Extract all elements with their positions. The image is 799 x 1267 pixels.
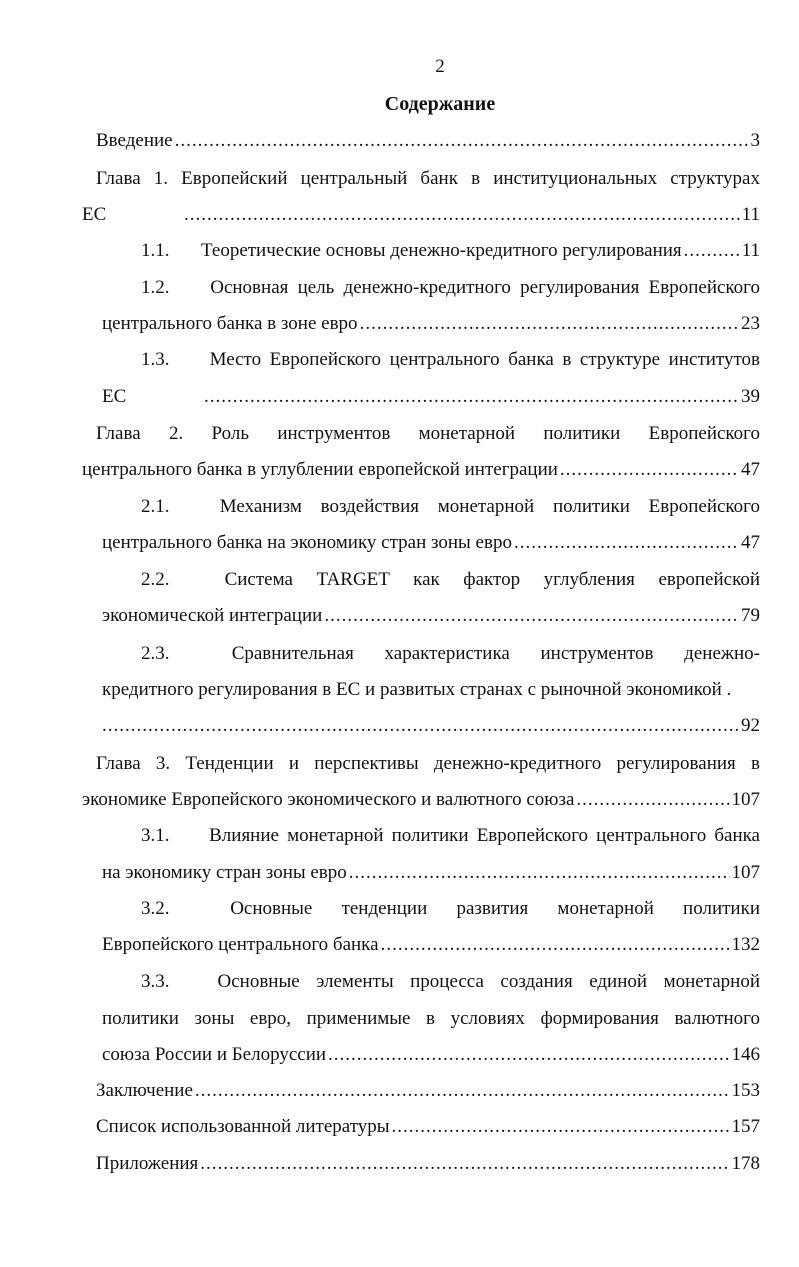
toc-section-3-2-line1 <box>141 896 760 922</box>
entry-page: 39 <box>741 386 760 407</box>
toc-section-1-2-line1 <box>141 275 760 301</box>
dot-leader <box>175 128 749 154</box>
section-title: Место Европейского центрального банка в структуре институтов <box>209 349 760 370</box>
toc-entry-appendices <box>96 1151 760 1177</box>
dot-leader <box>349 860 730 886</box>
toc-section-2-3-line3 <box>102 713 760 739</box>
chapter-number: Глава 1. <box>96 168 169 189</box>
toc-entry-references <box>96 1114 760 1140</box>
section-number: 1.1. <box>141 240 170 261</box>
entry-label: Заключение <box>96 1080 193 1101</box>
chapter-title-cont: экономике Европейского экономического и валютного союза <box>82 789 575 810</box>
dot-leader <box>684 238 740 264</box>
toc-section-3-3-line2 <box>102 1006 760 1032</box>
section-title-cont: союза России и Белоруссии <box>102 1044 327 1065</box>
toc-section-3-2-line2 <box>102 932 760 958</box>
entry-page: 153 <box>731 1080 760 1101</box>
entry-page: 132 <box>731 934 760 955</box>
entry-label: Введение <box>96 130 173 151</box>
section-title: Основные тенденции развития монетарной политики <box>230 898 760 919</box>
dot-leader <box>200 1151 729 1177</box>
section-title: Система TARGET как фактор углубления европейской <box>224 569 761 590</box>
entry-page: 107 <box>731 789 760 810</box>
dot-leader <box>102 713 739 739</box>
section-title-cont: ЕС <box>102 386 127 407</box>
section-title: Влияние монетарной политики Европейского центрального банка <box>209 825 760 846</box>
entry-page: 146 <box>731 1044 760 1065</box>
entry-page: 47 <box>741 459 760 480</box>
toc-section-3-1-line2 <box>102 860 760 886</box>
dot-leader <box>184 202 740 228</box>
entry-page: 23 <box>741 313 760 334</box>
toc-section-2-2-line2 <box>102 603 760 629</box>
dot-leader <box>560 457 739 483</box>
toc-chapter-1-line1 <box>96 166 760 192</box>
section-number: 2.2. <box>141 569 170 590</box>
toc-section-1-2-line2 <box>102 311 760 337</box>
entry-page: 47 <box>741 532 760 553</box>
entry-label: Приложения <box>96 1153 199 1174</box>
entry-page: 11 <box>741 240 760 261</box>
entry-page: 11 <box>741 204 760 225</box>
dot-leader <box>392 1114 730 1140</box>
section-title: Основная цель денежно-кредитного регулирования Европейского <box>210 277 761 298</box>
section-title-cont: политики зоны евро, применимые в условиях формирования валютного <box>102 1008 760 1029</box>
section-number: 3.1. <box>141 825 170 846</box>
toc-section-1-1 <box>141 238 760 264</box>
section-title-cont: Европейского центрального банка <box>102 934 379 955</box>
chapter-title: Глава 3. Тенденции и перспективы денежно-кредитного регулирования в <box>96 753 760 774</box>
chapter-title: Глава 2. Роль инструментов монетарной политики Европейского <box>96 423 760 444</box>
section-number: 3.3. <box>141 971 170 992</box>
toc-title: Содержание <box>384 93 496 115</box>
chapter-title: Европейский центральный банк в институциональных структурах <box>181 168 760 189</box>
toc-chapter-3-line2 <box>82 787 760 813</box>
section-title-cont: на экономику стран зоны евро <box>102 862 347 883</box>
chapter-title-cont: центрального банка в углублении европейской интеграции <box>82 459 558 480</box>
section-title: Теоретические основы денежно-кредитного регулирования <box>201 240 682 261</box>
toc-chapter-3-line1 <box>96 751 760 777</box>
page-number: 2 <box>435 56 445 77</box>
entry-label: ЕС <box>82 204 107 225</box>
dot-leader <box>360 311 739 337</box>
toc-section-2-3-line2 <box>102 677 760 703</box>
toc-section-2-1-line1 <box>141 494 760 520</box>
section-number: 1.3. <box>141 349 170 370</box>
section-title-cont: экономической интеграции <box>102 605 323 626</box>
toc-section-3-3-line3 <box>102 1042 760 1068</box>
dot-leader <box>324 603 739 629</box>
dot-leader <box>328 1042 729 1068</box>
dot-leader <box>576 787 729 813</box>
section-title: Механизм воздействия монетарной политики Европейского <box>219 496 760 517</box>
toc-section-1-3-line2 <box>102 384 760 410</box>
toc-section-3-3-line1 <box>141 969 760 995</box>
section-number: 2.1. <box>141 496 170 517</box>
section-title-cont: центрального банка на экономику стран зоны евро <box>102 532 512 553</box>
toc-entry-intro <box>96 128 760 154</box>
toc-entry-conclusion <box>96 1078 760 1104</box>
section-number: 3.2. <box>141 898 170 919</box>
toc-section-2-1-line2 <box>102 530 760 556</box>
section-title-cont: кредитного регулирования в ЕС и развитых странах с рыночной экономикой . <box>102 679 732 700</box>
section-number: 1.2. <box>141 277 170 298</box>
entry-page: 3 <box>750 130 760 151</box>
toc-section-2-3-line1 <box>141 641 760 667</box>
entry-label: Список использованной литературы <box>96 1116 390 1137</box>
entry-page: 157 <box>731 1116 760 1137</box>
toc-section-2-2-line1 <box>141 567 760 593</box>
toc-chapter-2-line2 <box>82 457 760 483</box>
dot-leader <box>514 530 739 556</box>
dot-leader <box>381 932 730 958</box>
entry-page: 178 <box>731 1153 760 1174</box>
section-title: Основные элементы процесса создания единой монетарной <box>217 971 760 992</box>
section-number: 2.3. <box>141 643 170 664</box>
section-title: Сравнительная характеристика инструментов денежно- <box>231 643 760 664</box>
toc-section-1-3-line1 <box>141 347 760 373</box>
dot-leader <box>195 1078 730 1104</box>
entry-page: 92 <box>741 715 760 736</box>
entry-page: 79 <box>741 605 760 626</box>
toc-chapter-1-line2 <box>82 202 760 228</box>
entry-page: 107 <box>731 862 760 883</box>
dot-leader <box>204 384 739 410</box>
section-title-cont: центрального банка в зоне евро <box>102 313 358 334</box>
toc-section-3-1-line1 <box>141 823 760 849</box>
toc-chapter-2-line1 <box>96 421 760 447</box>
